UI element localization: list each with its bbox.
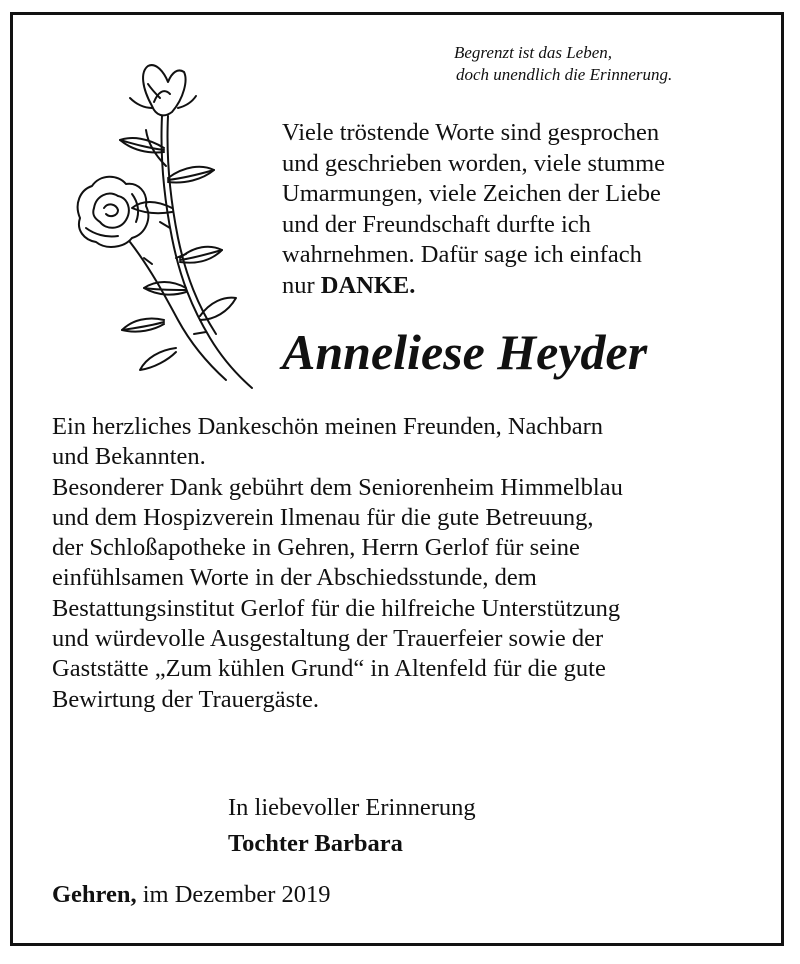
intro-line bbox=[282, 271, 762, 302]
thanks-line: Bewirtung der Trauergäste. bbox=[52, 685, 319, 713]
thanks-line: der Schloßapotheke in Gehren, Herrn Gerlof für seine bbox=[52, 534, 580, 562]
motto-line: Begrenzt ist das Leben, bbox=[454, 43, 613, 62]
intro-last-prefix: nur bbox=[282, 271, 321, 299]
rose-illustration bbox=[60, 58, 260, 398]
closing-block bbox=[228, 790, 628, 862]
thanks-line: und Bekannten. bbox=[52, 443, 206, 471]
motto-quote bbox=[454, 42, 774, 86]
thanks-line: Bestattungsinstitut Gerlof für die hilfreiche Unterstützung bbox=[52, 594, 621, 622]
thanks-line: und würdevolle Ausgestaltung der Trauerfeier sowie der bbox=[52, 625, 604, 653]
thanks-line: und dem Hospizverein Ilmenau für die gute Betreuung, bbox=[52, 503, 594, 531]
intro-line: und der Freundschaft durfte ich bbox=[282, 210, 591, 238]
place-date bbox=[52, 880, 652, 910]
place-name: Gehren, bbox=[52, 881, 137, 908]
thanks-line: Ein herzliches Dankeschön meinen Freunden, Nachbarn bbox=[52, 413, 604, 440]
intro-line: und geschrieben worden, viele stumme bbox=[282, 149, 666, 177]
intro-line: Viele tröstende Worte sind gesprochen bbox=[282, 119, 660, 146]
thanks-text bbox=[52, 412, 772, 715]
intro-line: Umarmungen, viele Zeichen der Liebe bbox=[282, 180, 661, 207]
thanks-line: Gaststätte „Zum kühlen Grund“ in Altenfeld für die gute bbox=[52, 655, 606, 683]
thanks-line: Besonderer Dank gebührt dem Seniorenheim Himmelblau bbox=[52, 473, 623, 501]
intro-line: wahrnehmen. Dafür sage ich einfach bbox=[282, 241, 642, 268]
closing-phrase: In liebevoller Erinnerung bbox=[228, 794, 476, 821]
date-text: im Dezember 2019 bbox=[136, 881, 331, 908]
signer-name: Tochter Barbara bbox=[228, 830, 403, 857]
thanks-line: einfühlsamen Worte in der Abschiedsstunde, dem bbox=[52, 564, 537, 592]
motto-line: doch unendlich die Erinnerung. bbox=[456, 65, 673, 84]
intro-text bbox=[282, 118, 762, 301]
deceased-name: Anneliese Heyder bbox=[282, 324, 648, 380]
danke-word: DANKE. bbox=[320, 271, 416, 299]
